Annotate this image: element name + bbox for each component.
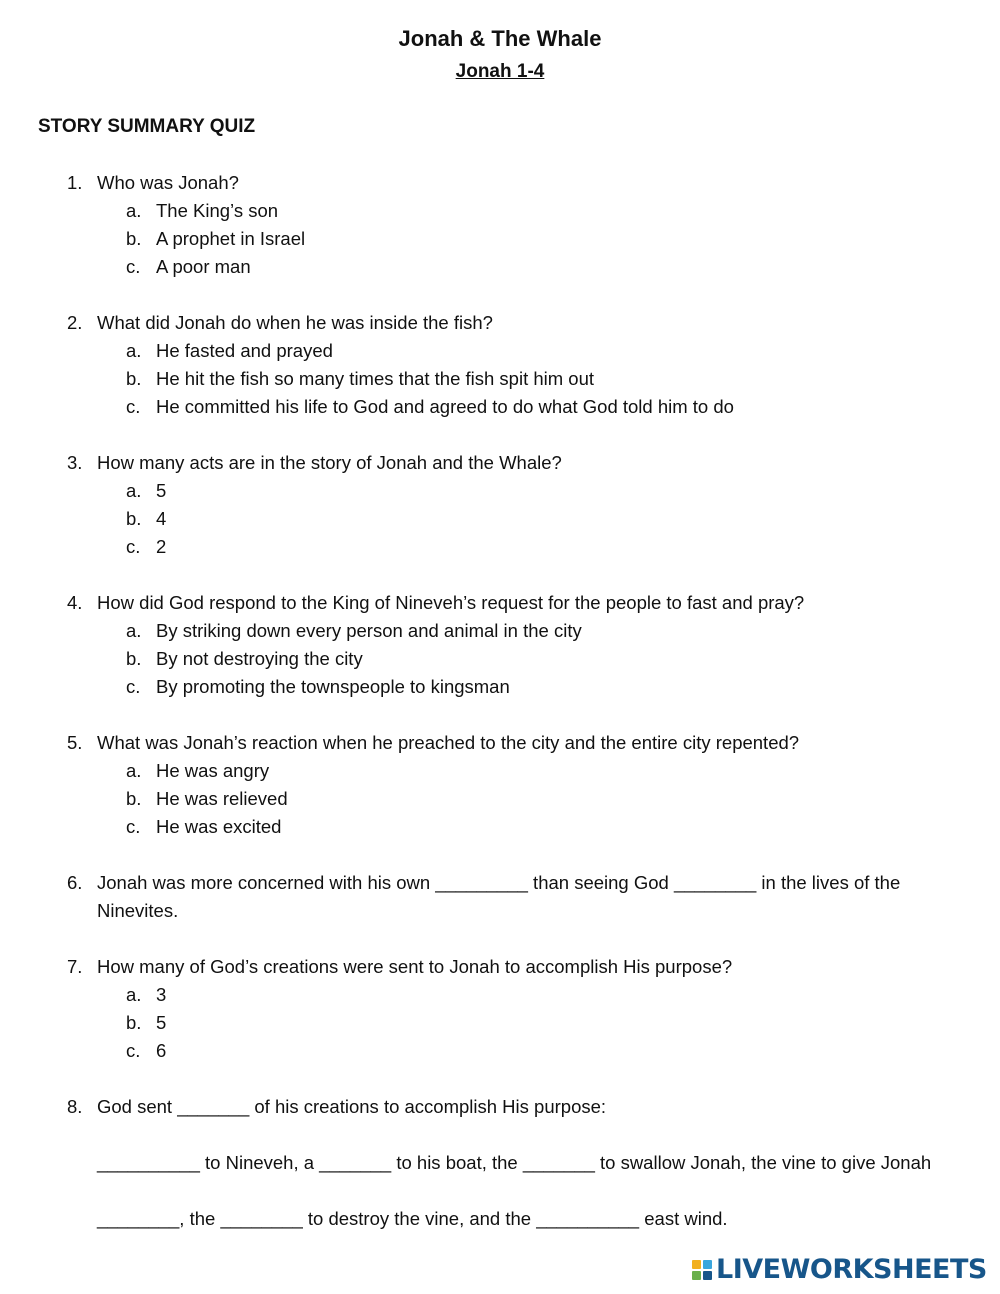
question-text-continued: Ninevites. bbox=[97, 900, 179, 921]
question-text: What was Jonah’s reaction when he preached to the city and the entire city repented? bbox=[97, 732, 800, 753]
question-text: How many acts are in the story of Jonah and the Whale? bbox=[97, 452, 562, 473]
option-letter: a. bbox=[126, 984, 142, 1005]
option-letter: c. bbox=[126, 676, 141, 697]
option-text: 3 bbox=[156, 984, 167, 1005]
option-letter: b. bbox=[126, 1012, 142, 1033]
fill-in-text: __________ to Nineveh, a _______ to his boat, the _______ to swallow Jonah, the vine to give Jonah bbox=[97, 1152, 932, 1173]
option-letter: c. bbox=[126, 536, 141, 557]
option-letter: c. bbox=[126, 256, 141, 277]
question-text: Jonah was more concerned with his own _________ than seeing God ________ in the lives of the bbox=[97, 872, 901, 893]
section-heading: STORY SUMMARY QUIZ bbox=[38, 116, 256, 137]
question-text: How did God respond to the King of Nineveh’s request for the people to fast and pray? bbox=[97, 592, 805, 613]
option-text: He hit the fish so many times that the fish spit him out bbox=[156, 368, 595, 389]
option-text: He fasted and prayed bbox=[156, 340, 333, 361]
option-text: He was excited bbox=[156, 816, 282, 837]
question-text: What did Jonah do when he was inside the fish? bbox=[97, 312, 493, 333]
option-letter: b. bbox=[126, 788, 142, 809]
option-text: 4 bbox=[156, 508, 167, 529]
option-text: 5 bbox=[156, 1012, 167, 1033]
option-letter: b. bbox=[126, 228, 142, 249]
option-letter: a. bbox=[126, 760, 142, 781]
page-subtitle: Jonah 1-4 bbox=[455, 61, 545, 82]
question-text: How many of God’s creations were sent to Jonah to accomplish His purpose? bbox=[97, 956, 733, 977]
option-text: 5 bbox=[156, 480, 167, 501]
option-letter: b. bbox=[126, 508, 142, 529]
option-letter: c. bbox=[126, 816, 141, 837]
option-text: 2 bbox=[156, 536, 167, 557]
question-number: 7. bbox=[67, 956, 83, 977]
option-text: He committed his life to God and agreed to do what God told him to do bbox=[156, 396, 734, 417]
liveworksheets-logo[interactable] bbox=[692, 1254, 987, 1285]
question-number: 1. bbox=[67, 172, 83, 193]
option-text: He was relieved bbox=[156, 788, 288, 809]
option-text: A poor man bbox=[156, 256, 251, 277]
logo-icon bbox=[692, 1260, 712, 1280]
question-number: 5. bbox=[67, 732, 83, 753]
option-text: He was angry bbox=[156, 760, 270, 781]
option-text: By promoting the townspeople to kingsman bbox=[156, 676, 510, 697]
option-letter: a. bbox=[126, 340, 142, 361]
question-number: 4. bbox=[67, 592, 83, 613]
option-text: 6 bbox=[156, 1040, 167, 1061]
page-title: Jonah & The Whale bbox=[398, 26, 602, 51]
question-number: 8. bbox=[67, 1096, 83, 1117]
question-number: 6. bbox=[67, 872, 83, 893]
option-text: By striking down every person and animal in the city bbox=[156, 620, 582, 641]
option-text: The King’s son bbox=[156, 200, 279, 221]
option-letter: a. bbox=[126, 200, 142, 221]
option-text: By not destroying the city bbox=[156, 648, 363, 669]
option-letter: a. bbox=[126, 480, 142, 501]
option-letter: b. bbox=[126, 368, 142, 389]
question-text: Who was Jonah? bbox=[97, 172, 239, 193]
fill-in-text: ________, the ________ to destroy the vine, and the __________ east wind. bbox=[97, 1208, 728, 1229]
option-letter: a. bbox=[126, 620, 142, 641]
question-number: 3. bbox=[67, 452, 83, 473]
option-letter: c. bbox=[126, 396, 141, 417]
question-text: God sent _______ of his creations to accomplish His purpose: bbox=[97, 1096, 607, 1117]
question-number: 2. bbox=[67, 312, 83, 333]
option-letter: c. bbox=[126, 1040, 141, 1061]
option-letter: b. bbox=[126, 648, 142, 669]
option-text: A prophet in Israel bbox=[156, 228, 306, 249]
logo-text: LIVEWORKSHEETS bbox=[716, 1254, 987, 1285]
